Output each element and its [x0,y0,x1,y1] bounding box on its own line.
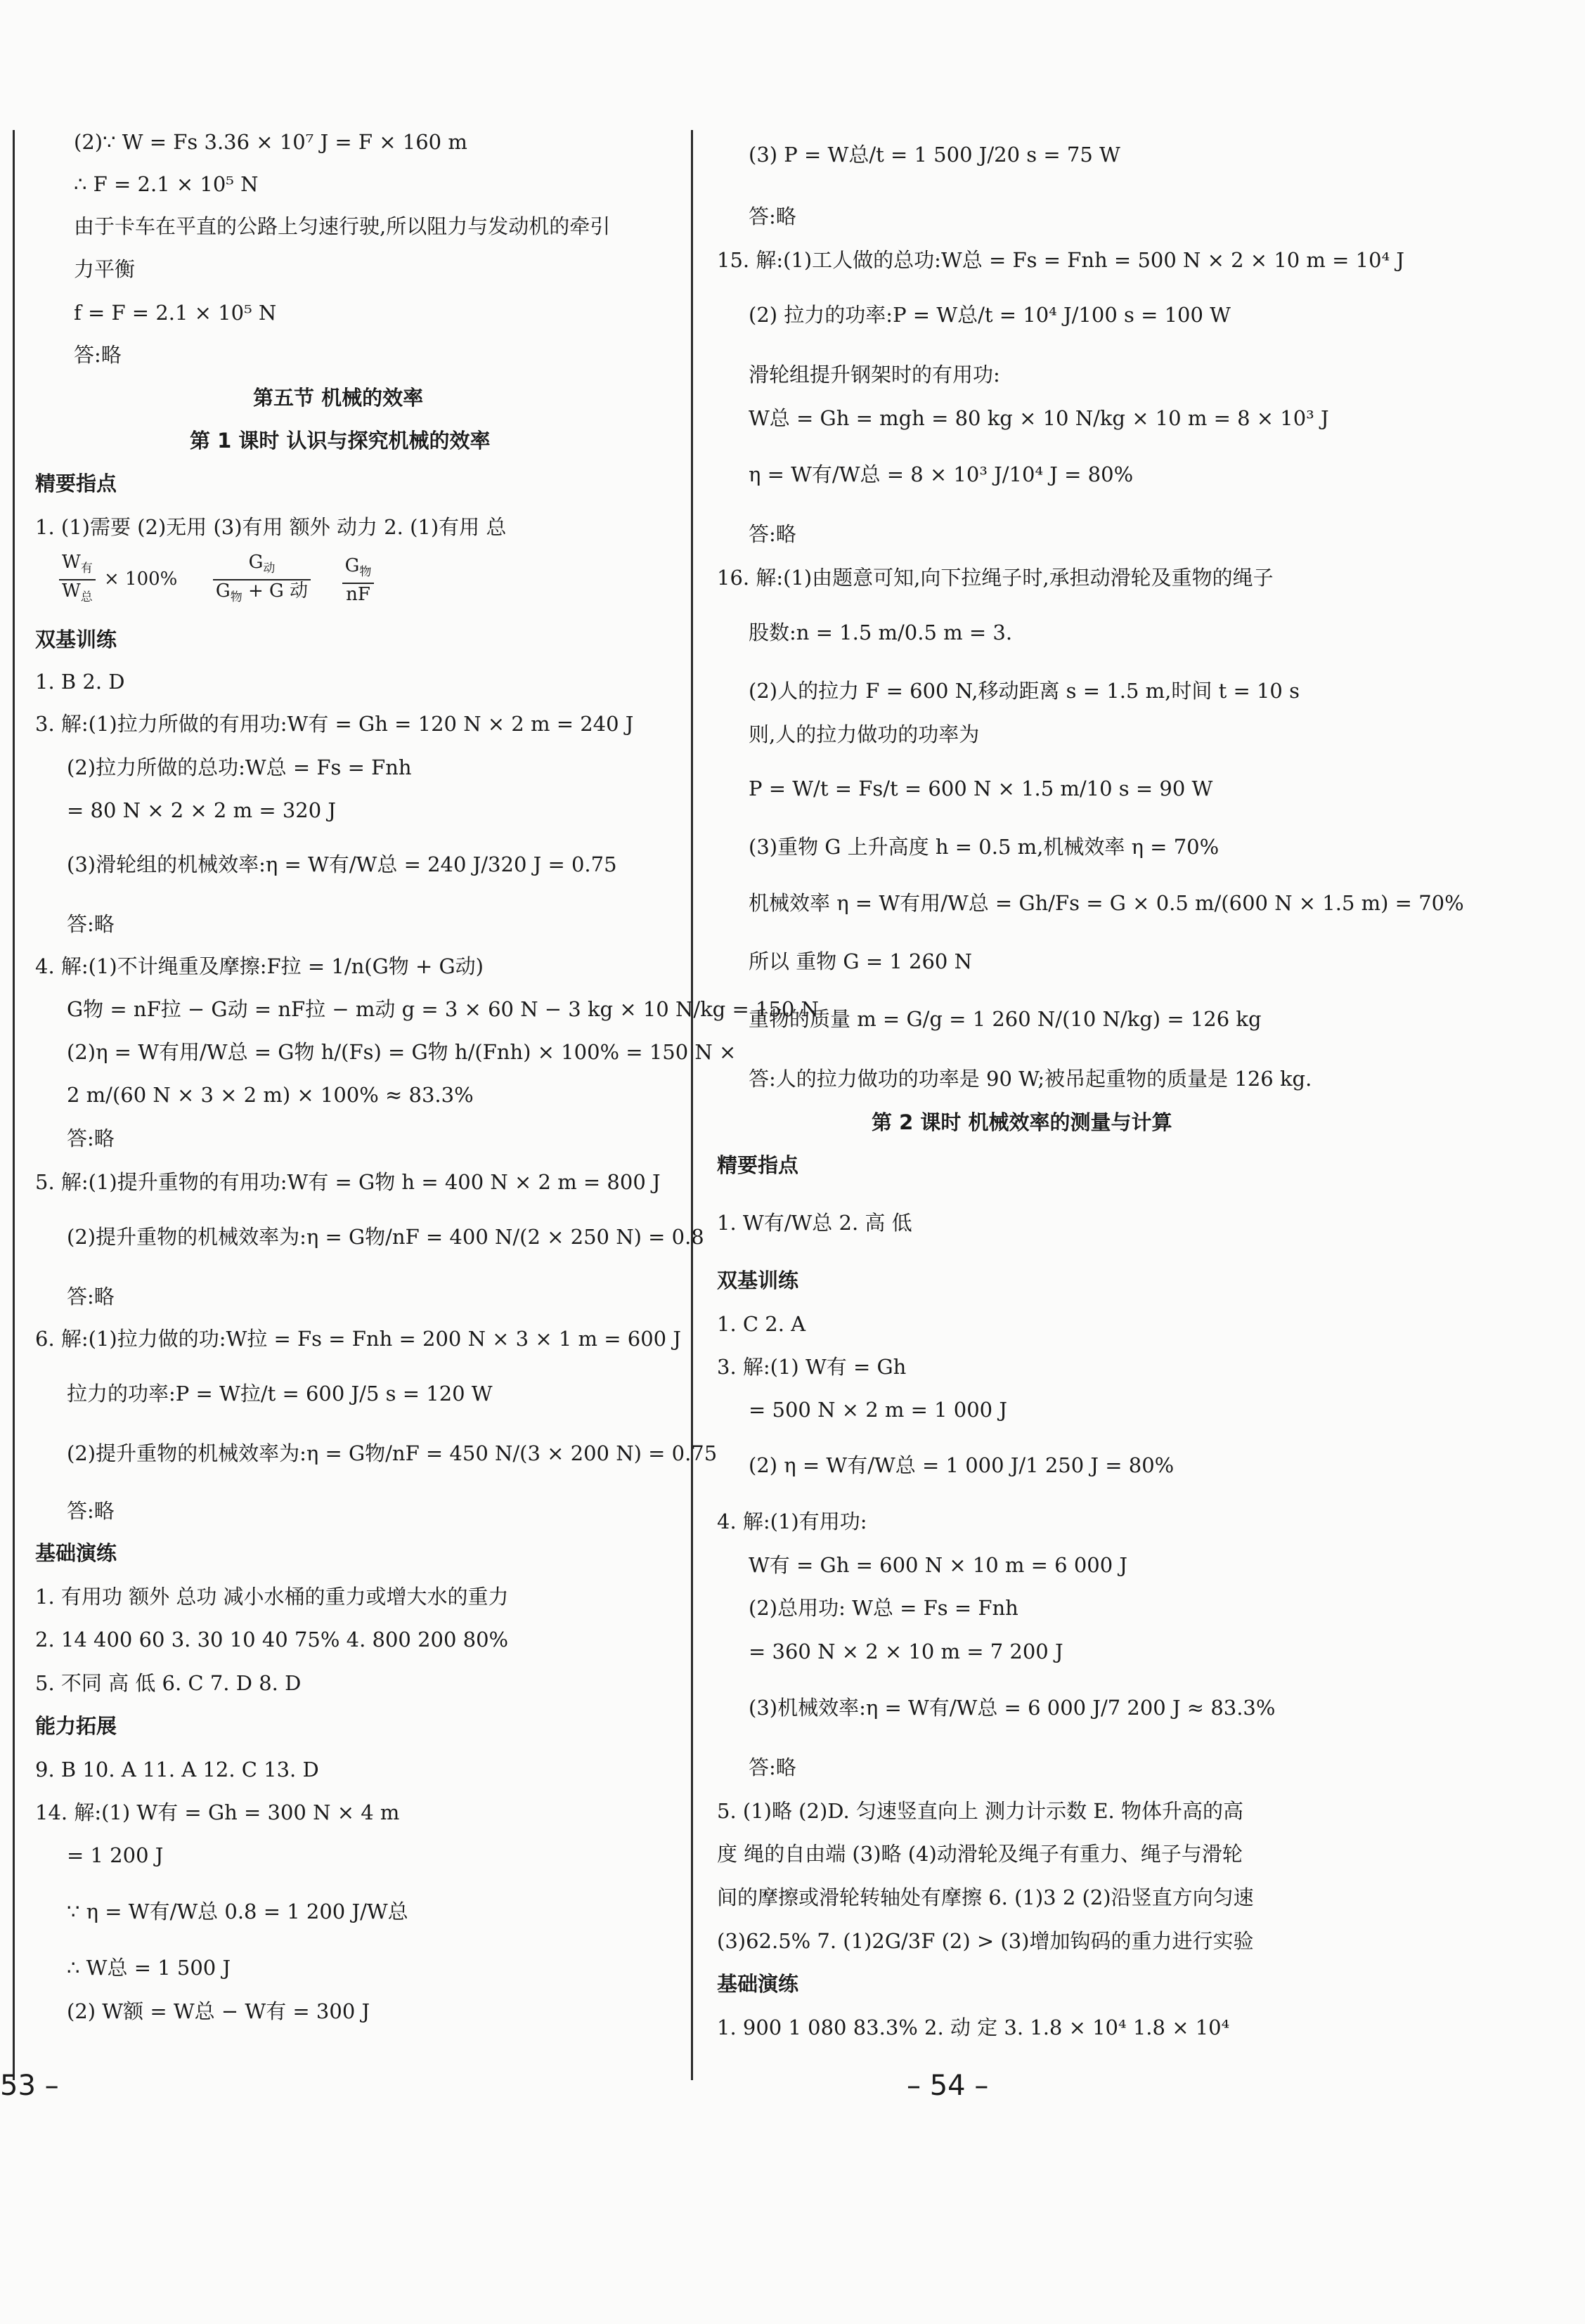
heading-shuangji: 双基训练 [717,1268,799,1292]
text-line: = 500 N × 2 m = 1 000 J [749,1398,1007,1422]
text-line: 则,人的拉力做功的功率为 [749,722,980,746]
text-line: 5. 解:(1)提升重物的有用功:W有 = G物 h = 400 N × 2 m = 800 J [35,1170,661,1194]
text-line: η = W有/W总 = 8 × 10³ J/10⁴ J = 80% [749,462,1134,486]
text-line: = 360 N × 2 × 10 m = 7 200 J [749,1640,1063,1663]
text-line: = 1 200 J [67,1843,164,1867]
text-line: 14. 解:(1) W有 = Gh = 300 N × 4 m [35,1800,400,1824]
lesson-title: 第 2 课时 机械效率的测量与计算 [872,1110,1172,1134]
text-line: P = W/t = Fs/t = 600 N × 1.5 m/10 s = 90 W [749,777,1213,800]
text-line: (2) η = W有/W总 = 1 000 J/1 250 J = 80% [749,1453,1175,1477]
heading-nengli: 能力拓展 [35,1714,117,1738]
text-line: 3. 解:(1)拉力所做的有用功:W有 = Gh = 120 N × 2 m = 240 J [35,712,634,736]
text-line: 1. C 2. A [717,1312,806,1336]
text-line: 5. (1)略 (2)D. 匀速竖直向上 测力计示数 E. 物体升高的高 [717,1799,1243,1823]
text-line: 股数:n = 1.5 m/0.5 m = 3. [749,621,1013,644]
text-line: 答:略 [67,1127,115,1150]
text-line: ∴ W总 = 1 500 J [67,1956,231,1980]
text-line: 拉力的功率:P = W拉/t = 600 J/5 s = 120 W [67,1382,493,1406]
heading-jingyao: 精要指点 [35,472,117,495]
text-line: 答:略 [67,1285,115,1309]
text-line: 重物的质量 m = G/g = 1 260 N/(10 N/kg) = 126 kg [749,1007,1262,1031]
text-line: 15. 解:(1)工人做的总功:W总 = Fs = Fnh = 500 N × 2 × 10 m = 10⁴ J [717,248,1405,272]
text-line: (2)η = W有用/W总 = G物 h/(Fs) = G物 h/(Fnh) × 100% = 150 N × [67,1040,737,1064]
text-line: = 80 N × 2 × 2 m = 320 J [67,798,337,822]
text-line: 1. B 2. D [35,670,125,694]
text-line: 度 绳的自由端 (3)略 (4)动滑轮及绳子有重力、绳子与滑轮 [717,1842,1243,1866]
text-line: 答:略 [749,205,796,228]
text-line: (2)提升重物的机械效率为:η = G物/nF = 450 N/(3 × 200 N) = 0.75 [67,1441,718,1465]
column-divider-left [13,130,15,2080]
text-line: (3)滑轮组的机械效率:η = W有/W总 = 240 J/320 J = 0.75 [67,852,617,876]
text-line: (2)人的拉力 F = 600 N,移动距离 s = 1.5 m,时间 t = 10 s [749,679,1300,703]
text-line: 答:人的拉力做功的功率是 90 W;被吊起重物的质量是 126 kg. [749,1067,1312,1091]
text-line: 16. 解:(1)由题意可知,向下拉绳子时,承担动滑轮及重物的绳子 [717,566,1274,590]
text-line: 6. 解:(1)拉力做的功:W拉 = Fs = Fnh = 200 N × 3 × 1 m = 600 J [35,1327,681,1351]
text-line: (2) W额 = W总 − W有 = 300 J [67,1999,370,2023]
text-line: 1. W有/W总 2. 高 低 [717,1211,912,1235]
column-divider-middle [691,130,693,2080]
heading-jichu: 基础演练 [35,1541,117,1565]
page-number-right: – 54 – [907,2070,989,2102]
text-line: 由于卡车在平直的公路上匀速行驶,所以阻力与发动机的牵引 [74,214,611,238]
text-line: W总 = Gh = mgh = 80 kg × 10 N/kg × 10 m = 8 × 10³ J [749,406,1329,430]
lesson-title: 第 1 课时 认识与探究机械的效率 [190,429,491,453]
text-line: 答:略 [67,1499,115,1523]
text-line: (3)62.5% 7. (1)2G/3F (2) > (3)增加钩码的重力进行实验 [717,1929,1254,1953]
text-line: (2)提升重物的机械效率为:η = G物/nF = 400 N/(2 × 250 N) = 0.8 [67,1225,704,1249]
text-line: 2. 14 400 60 3. 30 10 40 75% 4. 800 200 80% [35,1628,509,1651]
text-line: 力平衡 [74,257,136,281]
text-line: 1. 900 1 080 83.3% 2. 动 定 3. 1.8 × 10⁴ 1.8 × 10⁴ [717,2015,1230,2039]
text-line: ∴ F = 2.1 × 10⁵ N [74,172,259,196]
text-line: 1. 有用功 额外 总功 减小水桶的重力或增大水的重力 [35,1585,509,1609]
text-line: W有 = Gh = 600 N × 10 m = 6 000 J [749,1553,1128,1577]
text-line: 间的摩擦或滑轮转轴处有摩擦 6. (1)3 2 (2)沿竖直方向匀速 [717,1885,1254,1909]
heading-jingyao: 精要指点 [717,1153,799,1177]
text-line: (2)总用功: W总 = Fs = Fnh [749,1596,1018,1620]
text-line: 4. 解:(1)不计绳重及摩擦:F拉 = 1/n(G物 + G动) [35,954,484,978]
text-line: 2 m/(60 N × 3 × 2 m) × 100% ≈ 83.3% [67,1083,474,1107]
text-line: 1. (1)需要 (2)无用 (3)有用 额外 动力 2. (1)有用 总 [35,515,507,539]
formula-row: $\frac{W_有}{W_总}$ × 100% $\frac{G_动}{G_物 + G 动}$ $\frac{G_物}{nF}$ [56,552,377,608]
heading-shuangji: 双基训练 [35,628,117,651]
text-line: 答:略 [749,1755,796,1779]
text-line: 5. 不同 高 低 6. C 7. D 8. D [35,1671,302,1695]
text-line: ∵ η = W有/W总 0.8 = 1 200 J/W总 [67,1900,408,1923]
text-line: 4. 解:(1)有用功: [717,1510,867,1533]
text-line: 答:略 [749,522,796,546]
text-line: 9. B 10. A 11. A 12. C 13. D [35,1758,319,1781]
text-line: 3. 解:(1) W有 = Gh [717,1355,907,1379]
heading-jichu: 基础演练 [717,1972,799,1996]
text-line: (2)拉力所做的总功:W总 = Fs = Fnh [67,755,412,779]
text-line: 所以 重物 G = 1 260 N [749,949,972,973]
text-line: f = F = 2.1 × 10⁵ N [74,301,277,325]
text-line: (3)重物 G 上升高度 h = 0.5 m,机械效率 η = 70% [749,835,1220,859]
text-line: G物 = nF拉 − G动 = nF拉 − m动 g = 3 × 60 N − 3 kg × 10 N/kg = 150 N [67,997,819,1021]
section-title: 第五节 机械的效率 [253,386,424,410]
text-line: (3) P = W总/t = 1 500 J/20 s = 75 W [749,143,1120,167]
text-line: (3)机械效率:η = W有/W总 = 6 000 J/7 200 J ≈ 83.3% [749,1696,1276,1720]
text-line: (2)∵ W = Fs 3.36 × 10⁷ J = F × 160 m [74,130,467,154]
page-number-left: 53 – [0,2070,59,2102]
text-line: (2) 拉力的功率:P = W总/t = 10⁴ J/100 s = 100 W [749,303,1231,327]
text-line: 机械效率 η = W有用/W总 = Gh/Fs = G × 0.5 m/(600 N × 1.5 m) = 70% [749,891,1464,915]
text-line: 滑轮组提升钢架时的有用功: [749,363,1000,387]
text-line: 答:略 [67,912,115,936]
text-line: 答:略 [74,343,122,367]
